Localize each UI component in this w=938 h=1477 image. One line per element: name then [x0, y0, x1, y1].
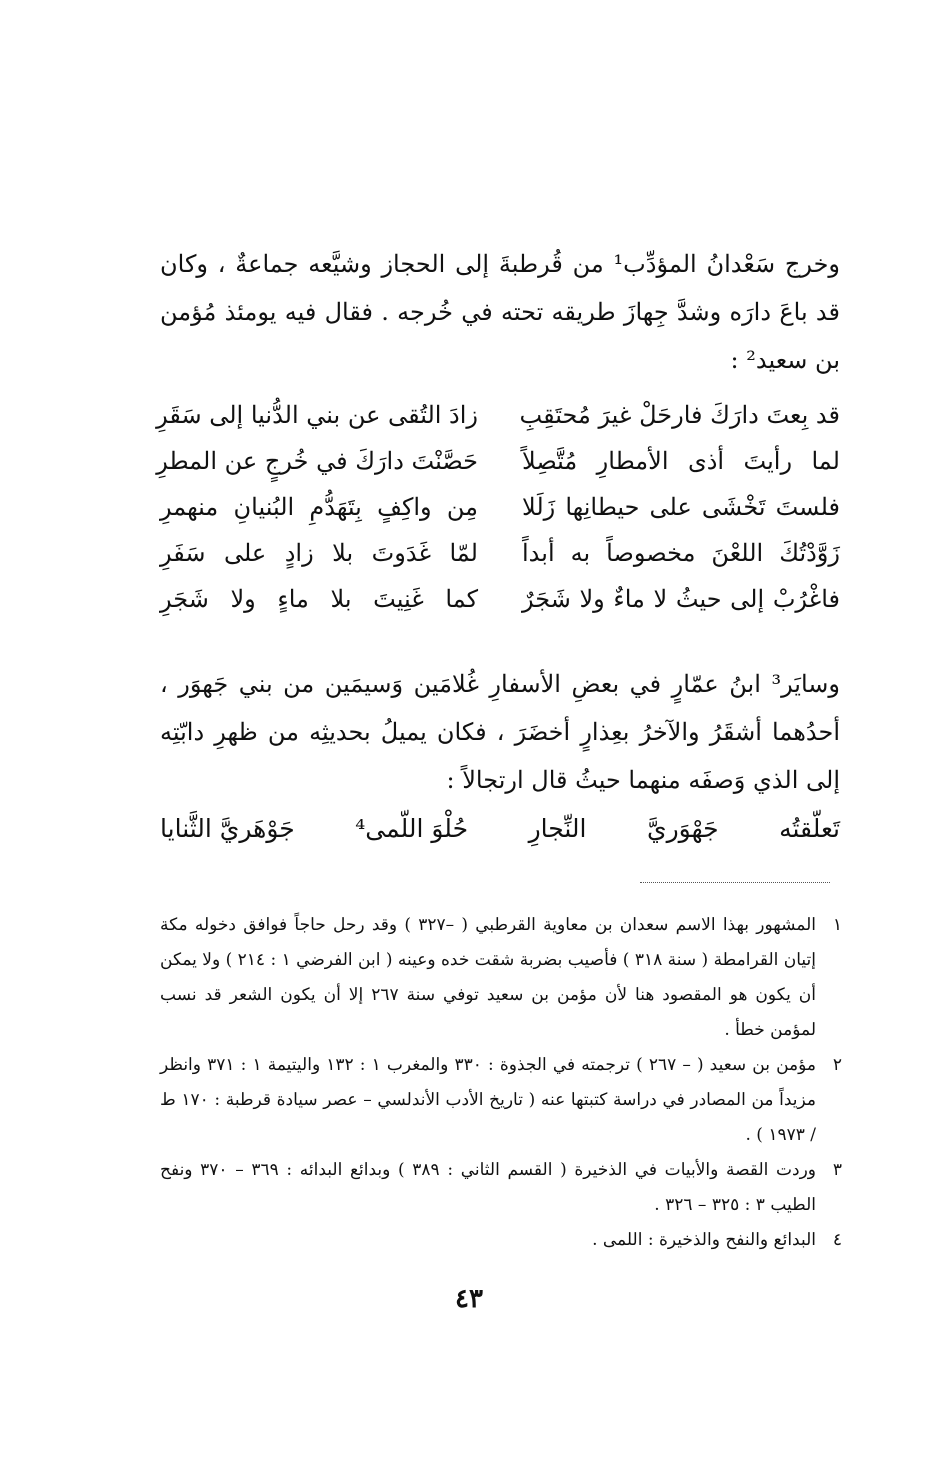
- footnote-number: ٣: [832, 1160, 842, 1180]
- hemistich-second: زادَ التُقى عن بني الدُّنيا إلى سَقَرِ: [156, 401, 478, 429]
- hemistich-first: لما رأيتَ أذى الأمطارِ مُتَّصِلاً: [522, 447, 840, 475]
- hemistich-first: فاغْرُبْ إلى حيثُ لا ماءٌ ولا شَجَرٌ: [522, 585, 840, 613]
- footnote-number: ١: [832, 915, 842, 935]
- hemistich-first: فلستَ تَخْشَى على حيطانِها زَلَلا: [522, 493, 840, 521]
- hemistich-second: كما غَنِيتَ بلا ماءٍ ولا شَجَرِ: [160, 585, 478, 613]
- verse-word: تَعلّقتُه: [779, 814, 840, 843]
- improvised-verse: [160, 806, 840, 852]
- footnote-3: [160, 1153, 842, 1223]
- verse-word: النِّجارِ: [528, 814, 587, 843]
- poem-verse-5: [160, 576, 840, 622]
- page-number: ٤٣: [455, 1284, 483, 1314]
- footnote-text: وردت القصة والأبيات في الذخيرة ( القسم الثاني : ٣٨٩ ) وبدائع البدائه : ٣٦٩ – ٣٧٠ ونفح الطيب ٣ : ٣٢٥ – ٣٢٦ .: [160, 1160, 817, 1215]
- footnote-4: [160, 1223, 842, 1258]
- poem-verse-1: [156, 392, 840, 438]
- second-paragraph: وسايَر³ ابنُ عمّارٍ في بعضِ الأسفارِ غُلامَين وَسيمَين من بني جَهوَر ، أحدُهما أشقَرُ والآخرُ بعِذارٍ أخضَرَ ، فكان يميلُ بحديثِه من ظهرِ دابّتِه إلى الذي وَصفَه منهما حيثُ قال ارتجالاً :: [160, 670, 840, 794]
- hemistich-second: مِن واكِفٍ بِتَهَدُّمِ البُنيانِ منهمرِ: [160, 493, 478, 521]
- hemistich-second: حَصَّنْتَ دارَكَ في خُرجٍ عن المطرِ: [156, 447, 478, 475]
- verse-word: جَهْوَريَّ: [647, 814, 719, 843]
- footnote-number: ٢: [832, 1055, 842, 1075]
- footnote-1: [160, 908, 842, 1048]
- footnote-number: ٤: [832, 1230, 842, 1250]
- hemistich-first: قد بِعتَ دارَكَ فارحَلْ غيرَ مُحتَقِبِ: [519, 401, 840, 429]
- footnote-text: البدائع والنفح والذخيرة : اللمى .: [592, 1230, 816, 1250]
- hemistich-second: لمّا غَدَوتَ بلا زادٍ على سَفَرِ: [160, 539, 478, 567]
- verse-word: جَوْهَريَّ الثَّنايا: [160, 814, 295, 843]
- footnote-text: المشهور بهذا الاسم سعدان بن معاوية القرطبي ( –٣٢٧ ) وقد رحل حاجاً فوافق دخوله مكة إتيان القرامطة ( سنة ٣١٨ ) فأصيب بضربة شقت خده وعينه ( ابن الفرضي ١ : ٢١٤ ) ولا يمكن أن يكون هو المقصود هنا لأن مؤمن بن سعيد توفي سنة ٢٦٧ إلا أن يكون الشعر قد نسب لمؤمن خطأ .: [160, 915, 816, 1040]
- poem-verse-4: [160, 530, 840, 576]
- footnote-separator: [640, 882, 830, 883]
- footnote-text: مؤمن بن سعيد ( – ٢٦٧ ) ترجمته في الجذوة : ٣٣٠ والمغرب ١ : ١٣٢ واليتيمة ١ : ٣٧١ وانظر مزيداً من المصادر في دراسة كتبتها عنه ( تاريخ الأدب الأندلسي – عصر سيادة قرطبة : ١٧٠ ط / ١٩٧٣ ) .: [160, 1055, 816, 1145]
- poem-block: [156, 392, 840, 622]
- verse-word: حُلْوَ اللّمى⁴: [355, 814, 469, 843]
- poem-verse-2: [156, 438, 840, 484]
- footnote-2: [160, 1048, 842, 1153]
- poem-verse-3: [160, 484, 840, 530]
- footnotes: [160, 908, 842, 1258]
- hemistich-first: زَوَّدْتُكَ اللعْنَ مخصوصاً به أبداً: [522, 539, 840, 567]
- intro-paragraph: وخرج سَعْدانُ المؤدِّب¹ من قُرطبةَ إلى الحجاز وشيَّعه جماعةٌ ، وكان قد باعَ دارَه وشدَّ جِهازَ طريقه تحته في خُرجه . فقال فيه يومئذ مُؤمن بن سعيد² :: [160, 250, 841, 374]
